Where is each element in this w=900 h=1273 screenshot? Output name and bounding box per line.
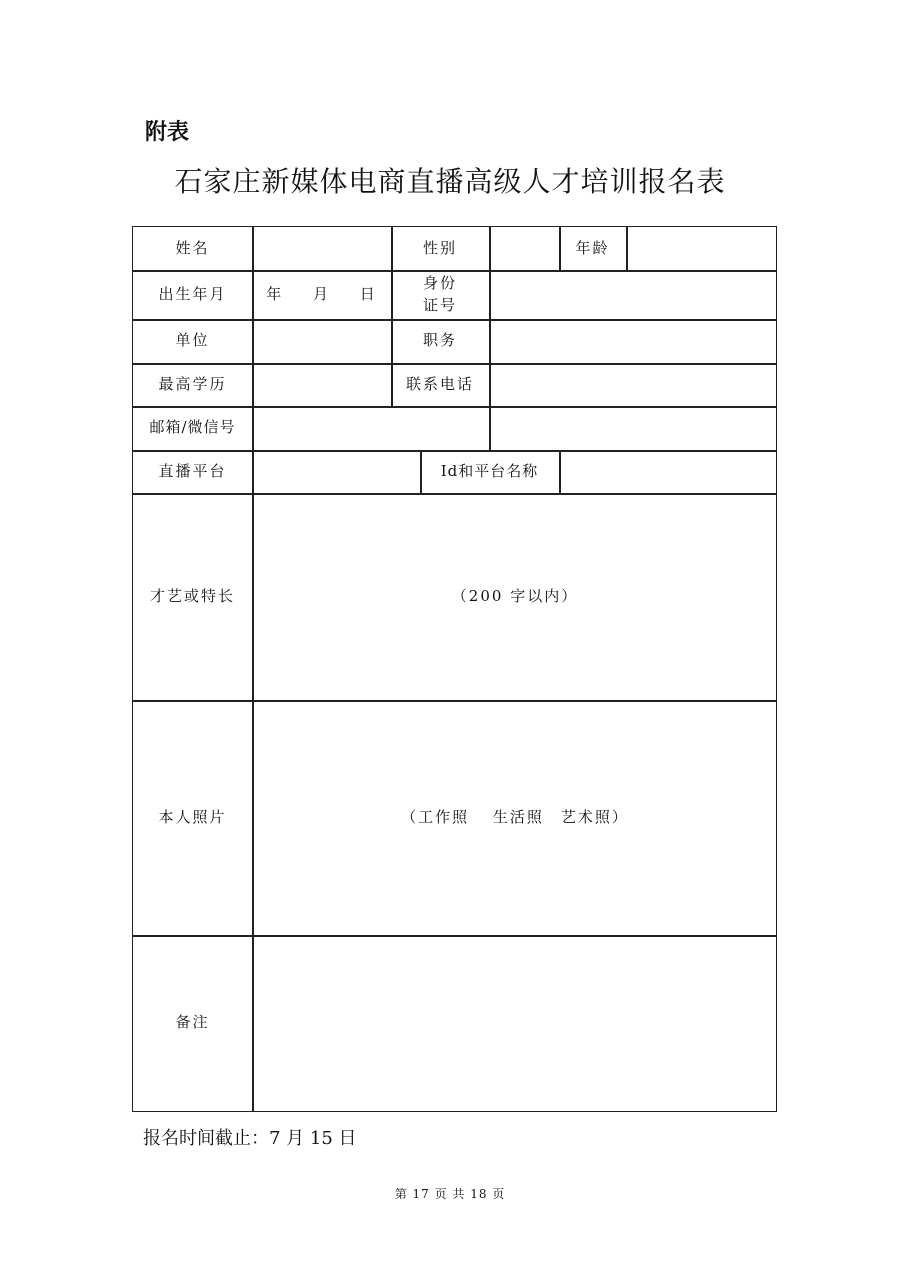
birth-label: 出生年月 — [158, 284, 227, 303]
id-number-label-line2: 证号 — [422, 295, 457, 314]
birth-date-field[interactable]: 年 月 日 — [266, 284, 379, 303]
live-platform-label: 直播平台 — [158, 461, 227, 480]
age-field[interactable] — [628, 227, 776, 270]
email-wechat-field-extra[interactable] — [491, 406, 776, 450]
unit-field[interactable] — [254, 319, 391, 363]
name-label: 姓名 — [175, 238, 210, 257]
education-field[interactable] — [254, 363, 391, 406]
gender-field[interactable] — [491, 227, 559, 270]
gender-label: 性别 — [422, 238, 457, 257]
form-title: 石家庄新媒体电商直播高级人才培训报名表 — [174, 165, 726, 198]
photo-field[interactable]: （工作照 生活照 艺术照） — [401, 807, 629, 826]
phone-field[interactable] — [491, 363, 776, 406]
email-wechat-field[interactable] — [254, 406, 489, 450]
registration-deadline: 报名时间截止：7 月 15 日 — [143, 1128, 357, 1149]
page-number: 第 17 页 共 18 页 — [394, 1187, 506, 1201]
name-field[interactable] — [254, 227, 391, 270]
registration-form-table — [132, 226, 777, 1112]
education-label: 最高学历 — [158, 374, 227, 393]
platform-id-field[interactable] — [561, 450, 776, 493]
platform-id-label: Id和平台名称 — [440, 461, 539, 480]
talent-label: 才艺或特长 — [149, 586, 235, 605]
unit-label: 单位 — [175, 331, 210, 350]
position-field[interactable] — [491, 319, 776, 363]
phone-label: 联系电话 — [405, 374, 474, 393]
appendix-label: 附表 — [145, 120, 190, 145]
photo-label: 本人照片 — [158, 807, 227, 826]
live-platform-field[interactable] — [254, 450, 420, 493]
position-label: 职务 — [422, 331, 457, 350]
remarks-field[interactable] — [254, 935, 776, 1111]
remarks-label: 备注 — [175, 1013, 210, 1032]
email-wechat-label: 邮箱/微信号 — [149, 418, 236, 437]
age-label: 年龄 — [575, 238, 610, 257]
id-number-field[interactable] — [491, 270, 776, 319]
talent-field[interactable]: （200 字以内） — [451, 586, 579, 605]
id-number-label — [391, 270, 489, 319]
id-number-label-line1: 身份 — [422, 273, 457, 292]
